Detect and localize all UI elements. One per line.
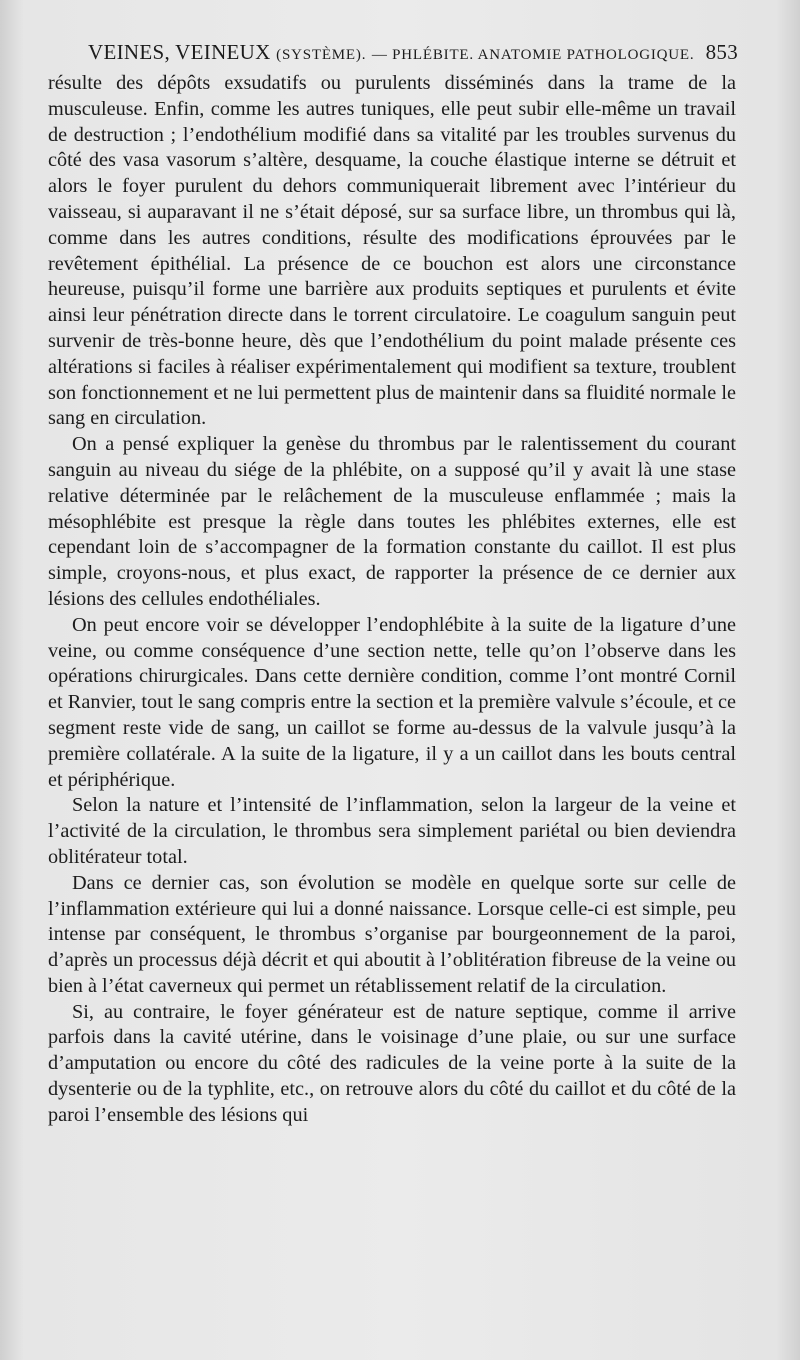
header-title: VEINES, VEINEUX <box>88 40 271 64</box>
running-header <box>88 36 738 68</box>
page-number: 853 <box>705 40 738 64</box>
paragraph-5: Dans ce dernier cas, son évolution se modèle en quelque sorte sur celle de l’inflammation extérieure qui lui a donné naissance. Lorsque celle-ci est simple, peu intense par conséquent, le thrombus s’organise par bourgeonnement de la paroi, d’après un processus déjà décrit et qui aboutit à l’oblitération fibreuse de la veine ou bien à l’état caverneux qui permet un rétablissement relatif de la circulation. <box>48 871 736 997</box>
header-section: — PHLÉBITE. ANATOMIE PATHOLOGIQUE. <box>371 47 695 63</box>
header-system-label: (SYSTÈME). <box>276 47 367 63</box>
paragraph-6: Si, au contraire, le foyer générateur est de nature septique, comme il arrive parfois dans la cavité utérine, dans le voisinage d’une plaie, ou sur une surface d’amputation ou encore du côté des radicules de la veine porte à la suite de la dysenterie ou de la typhlite, etc., on retrouve alors du côté du caillot et du côté de la paroi l’ensemble des lésions qui <box>48 1000 736 1126</box>
paragraph-3: On peut encore voir se développer l’endophlébite à la suite de la ligature d’une veine, ou comme conséquence d’une section nette, telle qu’on l’observe dans les opérations chirurgicales. Dans cette dernière condition, comme l’ont montré Cornil et Ranvier, tout le sang compris entre la section et la première valvule s’écoule, et ce segment reste vide de sang, un caillot se forme au-dessus de la valvule jusqu’à la première collatérale. A la suite de la ligature, il y a un caillot dans les bouts central et périphérique. <box>48 613 736 791</box>
paragraph-1: résulte des dépôts exsudatifs ou purulents disséminés dans la trame de la musculeuse. Enfin, comme les autres tuniques, elle peut subir elle-même un travail de destruction ; l’endothélium modifié dans sa vitalité par les troubles survenus du côté des vasa vasorum s’altère, desquame, la couche élastique interne se détruit et alors le foyer purulent du dehors communiquerait librement avec l’intérieur du vaisseau, si auparavant il ne s’était déposé, sur sa surface libre, un thrombus qui là, comme dans les autres conditions, résulte des modifications éprouvées par le revêtement épithélial. La présence de ce bouchon est alors une circonstance heureuse, puisqu’il forme une barrière aux produits septiques et purulents et évite ainsi leur pénétration directe dans le torrent circulatoire. Le coagulum sanguin peut survenir de très-bonne heure, dès que l’endothélium du point malade présente ces altérations si faciles à réaliser expérimentalement qui modifient sa texture, troublent son fonctionnement et ne lui permettent plus de maintenir dans sa fluidité normale le sang en circulation. <box>48 72 736 430</box>
body-text <box>48 71 736 1129</box>
paragraph-4: Selon la nature et l’intensité de l’inflammation, selon la largeur de la veine et l’activité de la circulation, le thrombus sera simplement pariétal ou bien deviendra oblitérateur total. <box>48 794 736 868</box>
paragraph-2: On a pensé expliquer la genèse du thrombus par le ralentissement du courant sanguin au niveau du siége de la phlébite, on a supposé qu’il y avait là une stase relative déterminée par le relâchement de la musculeuse enflammée ; mais la mésophlébite est presque la règle dans toutes les phlébites externes, elle est cependant loin de s’accompagner de la formation constante du caillot. Il est plus simple, croyons-nous, et plus exact, de rapporter la présence de ce dernier aux lésions des cellules endothéliales. <box>48 433 736 610</box>
